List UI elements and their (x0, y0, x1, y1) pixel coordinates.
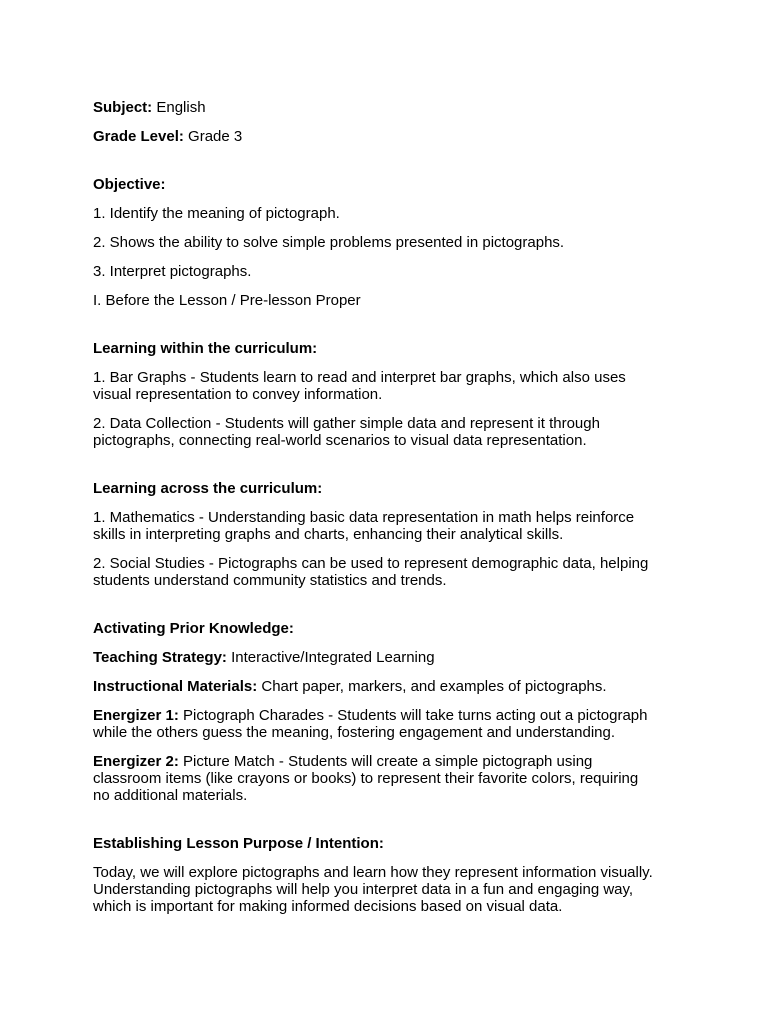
purpose-line-3: which is important for making informed decisions based on visual data. (93, 898, 563, 915)
document-page (93, 99, 693, 915)
energizer-1-line-1: Pictograph Charades - Students will take turns acting out a pictograph (178, 707, 648, 724)
purpose-line-2: Understanding pictographs will help you interpret data in a fun and engaging way, (93, 881, 634, 898)
objective-item-3: 3. Interpret pictographs. (93, 263, 252, 280)
learning-within-item-1 (93, 369, 693, 403)
learning-across-item-2-line-2: students understand community statistics and trends. (93, 572, 447, 589)
energizer-2-line-2: classroom items (like crayons or books) to represent their favorite colors, requiring (93, 770, 639, 787)
learning-across-item-2 (93, 555, 693, 589)
grade-line (93, 128, 693, 145)
instructional-materials-label: Instructional Materials: (93, 678, 258, 695)
objective-heading: Objective: (93, 176, 166, 193)
objective-item-1: 1. Identify the meaning of pictograph. (93, 205, 340, 222)
energizer-2-label: Energizer 2: (93, 753, 179, 770)
instructional-materials-value: Chart paper, markers, and examples of pictographs. (257, 678, 607, 695)
learning-within-item-1-line-2: visual representation to convey information. (93, 386, 383, 403)
before-lesson-line: I. Before the Lesson / Pre-lesson Proper (93, 292, 361, 309)
learning-across-item-1 (93, 509, 693, 543)
instructional-materials-line (93, 678, 693, 695)
energizer-1-line-2: while the others guess the meaning, fostering engagement and understanding. (93, 724, 616, 741)
teaching-strategy-label: Teaching Strategy: (93, 649, 227, 666)
energizer-2-line-3: no additional materials. (93, 787, 248, 804)
grade-label: Grade Level: (93, 128, 184, 145)
subject-line (93, 99, 693, 116)
learning-within-item-1-line-1: 1. Bar Graphs - Students learn to read and interpret bar graphs, which also uses (93, 369, 626, 386)
learning-across-heading: Learning across the curriculum: (93, 480, 323, 497)
learning-within-item-2-line-2: pictographs, connecting real-world scenarios to visual data representation. (93, 432, 587, 449)
objective-item-2: 2. Shows the ability to solve simple problems presented in pictographs. (93, 234, 565, 251)
subject-value: English (152, 99, 206, 116)
prior-knowledge-heading: Activating Prior Knowledge: (93, 620, 294, 637)
teaching-strategy-value: Interactive/Integrated Learning (226, 649, 435, 666)
subject-label: Subject: (93, 99, 153, 116)
learning-within-item-2-line-1: 2. Data Collection - Students will gather simple data and represent it through (93, 415, 600, 432)
learning-across-item-2-line-1: 2. Social Studies - Pictographs can be used to represent demographic data, helping (93, 555, 649, 572)
purpose-line-1: Today, we will explore pictographs and learn how they represent information visually. (93, 864, 653, 881)
energizer-1 (93, 707, 693, 741)
teaching-strategy-line (93, 649, 693, 666)
learning-across-item-1-line-2: skills in interpreting graphs and charts, enhancing their analytical skills. (93, 526, 564, 543)
energizer-1-label: Energizer 1: (93, 707, 179, 724)
energizer-2 (93, 753, 693, 804)
purpose-heading: Establishing Lesson Purpose / Intention: (93, 835, 384, 852)
learning-within-heading: Learning within the curriculum: (93, 340, 318, 357)
purpose-paragraph (93, 864, 693, 915)
learning-within-item-2 (93, 415, 693, 449)
learning-across-item-1-line-1: 1. Mathematics - Understanding basic data representation in math helps reinforce (93, 509, 635, 526)
grade-value: Grade 3 (183, 128, 243, 145)
energizer-2-line-1: Picture Match - Students will create a simple pictograph using (178, 753, 593, 770)
